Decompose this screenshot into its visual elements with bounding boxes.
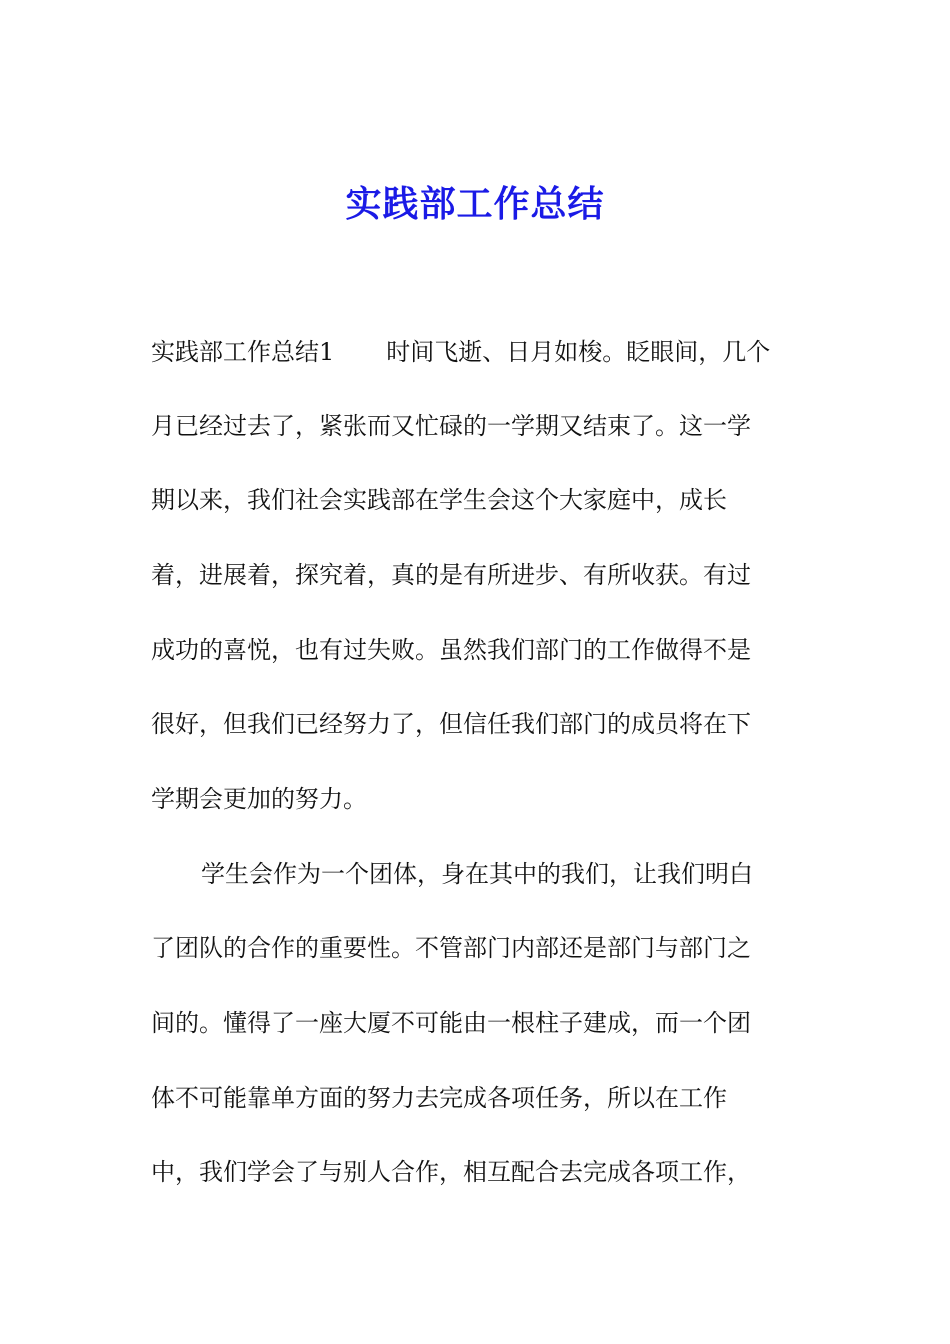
paragraph-line: 体不可能靠单方面的努力去完成各项任务，所以在工作 [151,1084,727,1112]
paragraph-line: 月已经过去了，紧张而又忙碌的一学期又结束了。这一学 [151,412,751,440]
section-heading: 实践部工作总结1 [151,338,335,366]
paragraph-line: 中，我们学会了与别人合作，相互配合去完成各项工作， [151,1158,751,1186]
paragraph-line: 着，进展着，探究着，真的是有所进步、有所收获。有过 [151,561,751,589]
paragraph-line: 期以来，我们社会实践部在学生会这个大家庭中，成长 [151,486,727,514]
paragraph-line: 很好，但我们已经努力了，但信任我们部门的成员将在下 [151,710,751,738]
document-title: 实践部工作总结 [345,183,605,225]
paragraph-line: 成功的喜悦，也有过失败。虽然我们部门的工作做得不是 [151,636,751,664]
paragraph-line: 学期会更加的努力。 [151,785,367,813]
paragraph-line [151,334,770,370]
paragraph-line: 间的。懂得了一座大厦不可能由一根柱子建成，而一个团 [151,1009,751,1037]
paragraph-line: 学生会作为一个团体，身在其中的我们，让我们明白 [201,860,753,888]
line-text: 时间飞逝、日月如梭。眨眼间，几个 [386,338,771,366]
paragraph-line: 了团队的合作的重要性。不管部门内部还是部门与部门之 [151,934,751,962]
